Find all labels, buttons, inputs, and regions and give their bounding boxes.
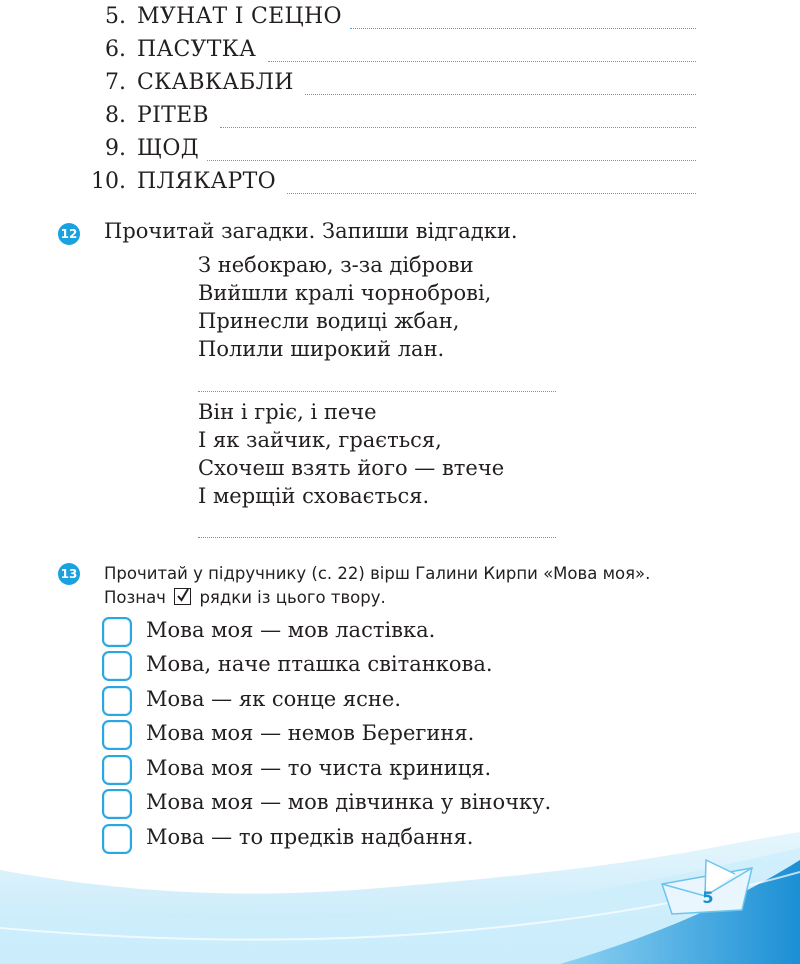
option-item <box>102 755 702 785</box>
option-item <box>102 789 702 819</box>
riddle-1-answer-line[interactable] <box>198 391 556 392</box>
answer-line[interactable] <box>220 127 696 128</box>
option-label: Мова моя — то чиста криниця. <box>146 756 492 780</box>
riddle-line: Схочеш взять його — втече <box>198 456 505 480</box>
option-item <box>102 651 702 681</box>
option-checkbox[interactable] <box>102 617 132 647</box>
word-text: РІТЕВ <box>137 103 209 128</box>
option-item <box>102 686 702 716</box>
option-label: Мова моя — немов Берегиня. <box>146 721 475 745</box>
word-item <box>0 35 800 68</box>
riddle-2 <box>198 398 504 510</box>
option-label: Мова моя — мов дівчинка у віночку. <box>146 790 552 814</box>
answer-line[interactable] <box>268 61 696 62</box>
option-label: Мова — то предків надбання. <box>146 825 474 849</box>
word-number: 8. <box>105 103 126 128</box>
task13-instruction-2 <box>104 588 386 607</box>
word-item <box>0 68 800 101</box>
word-number: 9. <box>105 136 126 161</box>
word-text: СКАВКАБЛИ <box>137 70 294 95</box>
option-label: Мова моя — мов ластівка. <box>146 618 436 642</box>
answer-line[interactable] <box>287 193 696 194</box>
option-item <box>102 617 702 647</box>
checkmark-icon <box>174 588 191 605</box>
option-checkbox[interactable] <box>102 651 132 681</box>
word-item <box>0 101 800 134</box>
task12-title: Прочитай загадки. Запиши відгадки. <box>104 219 518 243</box>
riddle-line: Полили широкий лан. <box>198 337 445 361</box>
word-number: 10. <box>91 169 126 194</box>
option-item <box>102 720 702 750</box>
task-number-badge: 12 <box>58 223 80 245</box>
word-number: 5. <box>105 4 126 29</box>
option-checkbox[interactable] <box>102 686 132 716</box>
word-item <box>0 134 800 167</box>
word-number: 7. <box>105 70 126 95</box>
riddle-2-answer-line[interactable] <box>198 537 556 538</box>
word-text: МУНАТ І СЕЦНО <box>137 4 342 29</box>
word-item <box>0 2 800 35</box>
task13-instruction: Прочитай у підручнику (с. 22) вірш Галини Кирпи «Мова моя». <box>104 564 651 583</box>
answer-line[interactable] <box>305 94 696 95</box>
option-checkbox[interactable] <box>102 720 132 750</box>
riddle-line: І як зайчик, грається, <box>198 428 442 452</box>
riddle-line: Він і гріє, і пече <box>198 400 377 424</box>
word-item <box>0 167 800 200</box>
riddle-line: Принесли водиці жбан, <box>198 309 460 333</box>
page-number: 5 <box>702 888 714 907</box>
word-number: 6. <box>105 37 126 62</box>
instruction-text: Познач <box>104 588 166 607</box>
footer-wave <box>0 830 800 964</box>
riddle-line: І мерщій сховається. <box>198 484 430 508</box>
word-text: ЩОД <box>137 136 199 161</box>
word-text: ПЛЯКАРТО <box>137 169 276 194</box>
option-label: Мова — як сонце ясне. <box>146 687 402 711</box>
option-checkbox[interactable] <box>102 789 132 819</box>
option-label: Мова, наче пташка світанкова. <box>146 652 493 676</box>
answer-line[interactable] <box>350 28 696 29</box>
riddle-1 <box>198 251 491 363</box>
answer-line[interactable] <box>207 160 696 161</box>
task-number-badge: 13 <box>58 563 80 585</box>
word-text: ПАСУТКА <box>137 37 257 62</box>
riddle-line: З небокраю, з-за діброви <box>198 253 474 277</box>
option-checkbox[interactable] <box>102 755 132 785</box>
instruction-text: рядки із цього твору. <box>199 588 386 607</box>
riddle-line: Вийшли кралі чорноброві, <box>198 281 492 305</box>
